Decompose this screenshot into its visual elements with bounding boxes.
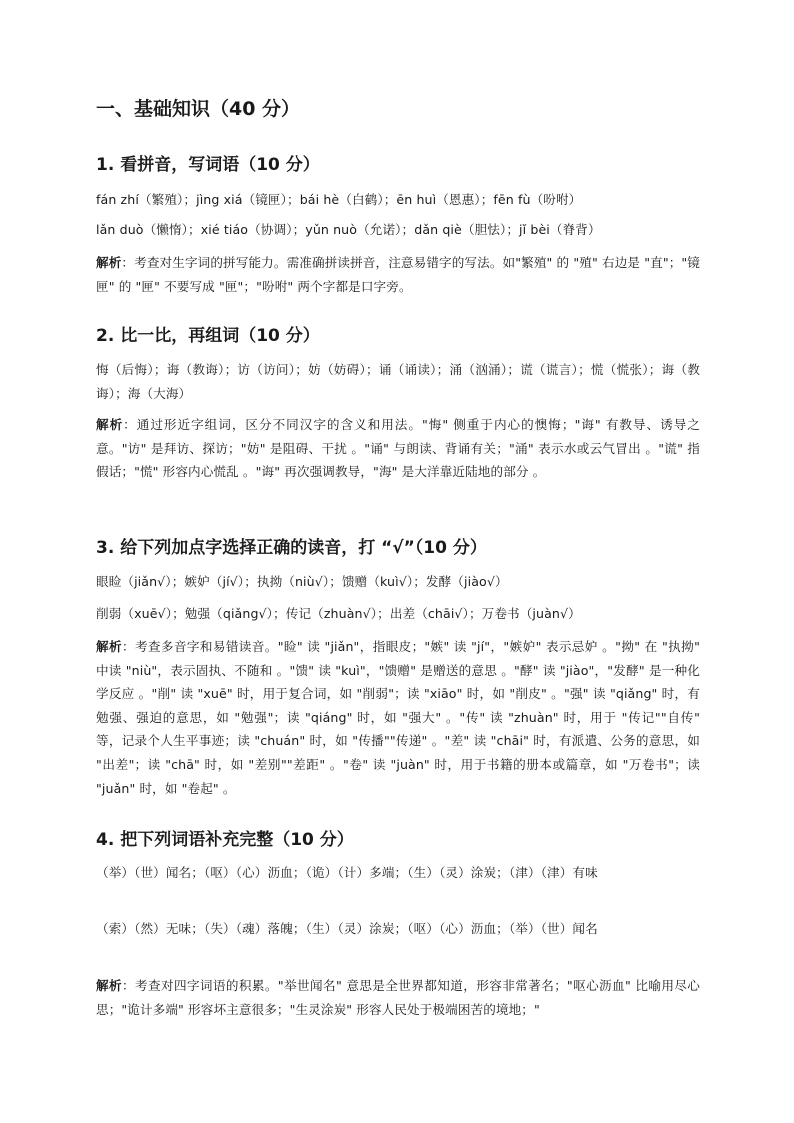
section-3-title: 3. 给下列加点字选择正确的读音，打 “√”（10 分） [96,538,487,558]
analysis-text: ：考查对生字词的拼写能力。需准确拼读拼音，注意易错字的写法。如"繁殖" 的 "殖" 右边是 "直"；"镜匣" 的 "匣" 不要写成 "匣"；"吩咐" 两个字都是口字旁。 [96,255,701,294]
section-4-line-1: （举）（世）闻名；（呕）（心）沥血；（诡）（计）多端；（生）（灵）涂炭；（津）（津）有味 [96,865,598,880]
analysis-label: 解析 [96,978,122,993]
main-heading: 一、基础知识（40 分） [96,98,301,120]
section-2-line-1: 悔（后悔）；诲（教诲）；访（访问）；妨（妨碍）；诵（诵读）；涌（汹涌）；谎（谎言）；慌（慌张）；诲（教诲）；海（大海） [96,362,700,401]
section-3-line-2: 削弱（xuē√）；勉强（qiǎng√）；传记（zhuàn√）；出差（chāi√）；万卷书（juàn√） [96,606,581,621]
analysis-label: 解析 [96,417,124,432]
section-2-analysis [96,413,700,484]
section-1-line-2: lǎn duò（懒惰）；xié tiáo（协调）；yǔn nuò（允诺）；dǎn qiè（胆怯）；jǐ bèi（脊背） [96,222,601,237]
section-4-line-2: （索）（然）无味；（失）（魂）落魄；（生）（灵）涂炭；（呕）（心）沥血；（举）（世）闻名 [96,921,598,936]
section-4-analysis [96,974,700,1021]
section-1-line-1: fán zhí（繁殖）；jìng xiá（镜匣）；bái hè（白鹤）；ēn huì（恩惠）；fēn fù（吩咐） [96,192,582,207]
section-2-title: 2. 比一比，再组词（10 分） [96,326,320,346]
section-3-analysis [96,635,700,800]
analysis-text: ：通过形近字组词，区分不同汉字的含义和用法。"悔" 侧重于内心的懊悔；"诲" 有教导、诱导之意。"访" 是拜访、探访；"妨" 是阻碍、干扰 。"诵" 与朗读、背诵有关；"涌" 表示水或云气冒出 。"谎" 指假话；"慌" 形容内心慌乱 。"诲" 再次强调教导，"海" 是大洋靠近陆地的部分 。 [96,417,701,480]
analysis-label: 解析 [96,639,122,654]
analysis-text: ：考查对四字词语的积累。"举世闻名" 意思是全世界都知道，形容非常著名；"呕心沥血" 比喻用尽心思；"诡计多端" 形容坏主意很多；"生灵涂炭" 形容人民处于极端困苦的境地；" [96,978,700,1017]
section-1-analysis [96,251,700,298]
section-4-title: 4. 把下列词语补充完整（10 分） [96,830,354,850]
analysis-label: 解析 [96,255,122,270]
analysis-text: ：考查多音字和易错读音。"睑" 读 "jiǎn"，指眼皮；"嫉" 读 "jí"，"嫉妒" 表示忌妒 。"拗" 在 "执拗" 中读 "niù"，表示固执、不随和 。"馈" 读 "kuì"，"馈赠" 是赠送的意思 。"酵" 读 "jiào"，"发酵" 是一种化学反应 。"削" 读 "xuē" 时，用于复合词，如 "削弱"；读 "xiāo" 时，如 "削皮" 。"强" 读 "qiǎng" 时，有勉强、强迫的意思，如 "勉强"；读 "qiáng" 时，如 "强大" 。"传" 读 "zhuàn" 时，用于 "传记""自传" 等，记录个人生平事迹；读 "chuán" 时，如 "传播""传递" 。"差" 读 "chāi" 时，有派遣、公务的意思，如 "出差"；读 "chā" 时，如 "差别""差距" 。"卷" 读 "juàn" 时，用于书籍的册本或篇章，如 "万卷书"；读 "juǎn" 时，如 "卷起" 。 [96,639,700,796]
section-3-line-1: 眼睑（jiǎn√）；嫉妒（jí√）；执拗（niù√）；馈赠（kuì√）；发酵（jiào√） [96,574,508,589]
section-1-title: 1. 看拼音，写词语（10 分） [96,155,320,175]
